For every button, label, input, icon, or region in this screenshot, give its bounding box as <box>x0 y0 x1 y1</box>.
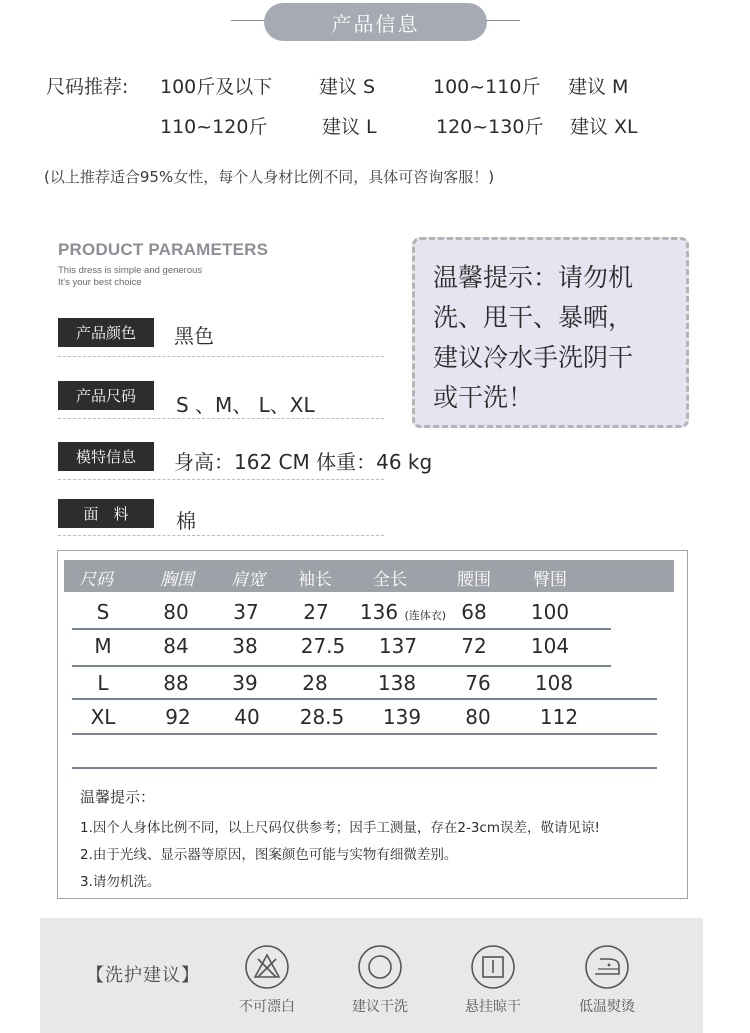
cell-length: 137 <box>378 634 418 658</box>
rec-weight-4: 120~130斤 <box>436 116 544 138</box>
size-recommend-note: (以上推荐适合95%女性，每个人身材比例不同，具体可咨询客服！) <box>44 168 495 186</box>
cell-sleeve: 28 <box>302 671 328 695</box>
table-row-divider <box>72 767 657 769</box>
section-title: 产品信息 <box>264 3 487 41</box>
parameters-subtitle-2: It's your best choice <box>58 277 142 288</box>
no-bleach-icon <box>244 944 290 990</box>
th-shoulder: 肩宽 <box>231 570 265 590</box>
care-tip-line: 或干洗！ <box>433 383 534 412</box>
parameters-subtitle-1: This dress is simple and generous <box>58 265 203 276</box>
cell-length: 136 (连体衣) <box>359 600 447 624</box>
table-row-divider <box>72 698 657 700</box>
cell-shoulder: 37 <box>233 600 259 624</box>
cell-hip: 108 <box>534 671 574 695</box>
cell-size: S <box>96 600 110 624</box>
param-value-size: S 、M、 L、XL <box>176 393 315 417</box>
param-value-color: 黑色 <box>174 324 214 348</box>
rec-advice-2: 建议 M <box>568 76 629 98</box>
note-line: 3.请勿机洗。 <box>80 874 161 890</box>
th-bust: 胸围 <box>160 570 194 590</box>
param-divider <box>58 418 384 419</box>
param-value-model: 身高：162 CM 体重：46 kg <box>174 450 433 474</box>
table-row-divider <box>72 733 657 735</box>
cell-hip: 104 <box>530 634 570 658</box>
param-value-fabric: 棉 <box>176 509 196 533</box>
rec-advice-1: 建议 S <box>319 76 376 98</box>
cell-size: M <box>94 634 112 658</box>
care-tip-box <box>412 237 689 428</box>
param-label-size: 产品尺码 <box>58 381 154 410</box>
care-tip-line: 建议冷水手洗阴干 <box>433 343 634 372</box>
hang-dry-icon <box>470 944 516 990</box>
table-row-divider <box>72 628 611 630</box>
param-label-color: 产品颜色 <box>58 318 154 347</box>
param-divider <box>58 535 384 536</box>
note-line: 2.由于光线、显示器等原因，图案颜色可能与实物有细微差别。 <box>80 847 458 863</box>
cell-shoulder: 39 <box>232 671 258 695</box>
th-waist: 腰围 <box>457 570 491 590</box>
cell-size: XL <box>90 705 116 729</box>
cell-shoulder: 40 <box>234 705 260 729</box>
rec-advice-3: 建议 L <box>322 116 377 138</box>
param-label-model: 模特信息 <box>58 442 154 471</box>
care-tip-line: 洗、甩干、暴晒， <box>433 303 634 332</box>
rec-weight-1: 100斤及以下 <box>160 76 273 98</box>
cell-hip: 100 <box>530 600 570 624</box>
care-text-hang-dry: 悬挂晾干 <box>465 999 521 1015</box>
dry-clean-icon <box>357 944 403 990</box>
param-label-fabric: 面 料 <box>58 499 154 528</box>
cell-sleeve: 28.5 <box>299 705 345 729</box>
cell-size: L <box>97 671 109 695</box>
cell-hip: 112 <box>539 705 579 729</box>
care-text-low-iron: 低温熨烫 <box>579 999 635 1015</box>
header-rule-left <box>231 20 267 21</box>
th-length: 全长 <box>373 570 407 590</box>
care-tip-line: 温馨提示：请勿机 <box>433 263 634 292</box>
param-divider <box>58 479 384 480</box>
th-size: 尺码 <box>79 570 113 590</box>
size-table-header <box>64 560 674 592</box>
size-recommend-label: 尺码推荐: <box>46 76 129 98</box>
cell-length: 139 <box>382 705 422 729</box>
notes-title: 温馨提示： <box>80 788 156 806</box>
param-divider <box>58 356 384 357</box>
cell-sleeve: 27.5 <box>300 634 346 658</box>
cell-waist: 76 <box>465 671 491 695</box>
table-row-divider <box>72 665 611 667</box>
cell-shoulder: 38 <box>232 634 258 658</box>
cell-bust: 84 <box>163 634 189 658</box>
cell-bust: 80 <box>163 600 189 624</box>
parameters-title: PRODUCT PARAMETERS <box>58 240 269 259</box>
rec-weight-3: 110~120斤 <box>160 116 268 138</box>
cell-bust: 88 <box>163 671 189 695</box>
cell-waist: 68 <box>461 600 487 624</box>
header-rule-right <box>484 20 520 21</box>
th-sleeve: 袖长 <box>298 570 332 590</box>
low-iron-icon <box>584 944 630 990</box>
cell-sleeve: 27 <box>303 600 329 624</box>
wash-care-label: 【洗护建议】 <box>86 965 200 986</box>
care-text-dry-clean: 建议干洗 <box>352 999 408 1015</box>
cell-bust: 92 <box>165 705 191 729</box>
care-text-no-bleach: 不可漂白 <box>239 999 295 1015</box>
cell-length: 138 <box>377 671 417 695</box>
rec-advice-4: 建议 XL <box>570 116 638 138</box>
cell-waist: 80 <box>465 705 491 729</box>
th-hip: 臀围 <box>533 570 567 590</box>
cell-waist: 72 <box>461 634 487 658</box>
rec-weight-2: 100~110斤 <box>433 76 541 98</box>
note-line: 1.因个人身体比例不同，以上尺码仅供参考；因手工测量，存在2-3cm误差，敬请见谅! <box>80 820 600 836</box>
